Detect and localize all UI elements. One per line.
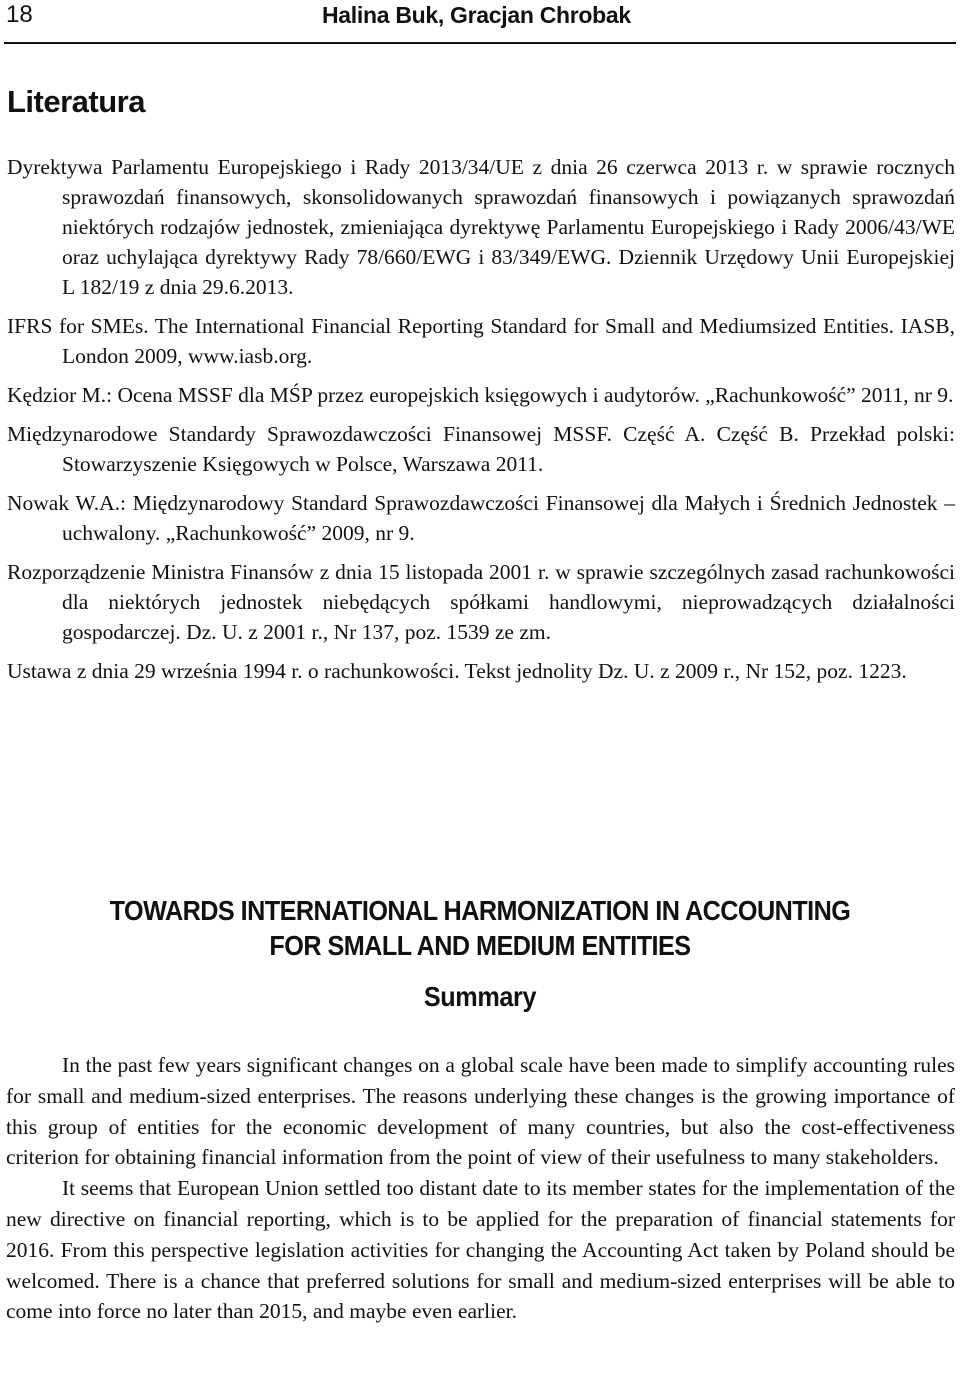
references-title: Literatura [7, 84, 145, 119]
reference-item: Dyrektywa Parlamentu Europejskiego i Rady 2013/34/UE z dnia 26 czerwca 2013 r. w sprawie rocznych sprawozdań finansowych, skonsolidowanych sprawozdań finansowych i powiązanych sprawozdań niektórych rodzajów jednostek, zmieniająca dyrektywę Parlamentu Europejskiego i Rady 2006/43/WE oraz uchylająca dyrektywy Rady 78/660/EWG i 83/349/EWG. Dziennik Urzędowy Unii Europejskiej L 182/19 z dnia 29.6.2013. [7, 155, 955, 299]
summary-paragraph: In the past few years significant changes on a global scale have been made to simplify accounting rules for small and medium-sized enterprises. The reasons underlying these changes is the growing importance of this group of entities for the economic development of many countries, but also the cost-effectiveness criterion for obtaining financial information from the point of view of their usefulness to many stakeholders. [6, 1053, 955, 1170]
reference-item: Rozporządzenie Ministra Finansów z dnia 15 listopada 2001 r. w sprawie szczególnych zasad rachunkowości dla niektórych jednostek niebędących spółkami handlowymi, nieprowadzących działalności gospodarczej. Dz. U. z 2001 r., Nr 137, poz. 1539 ze zm. [7, 560, 955, 644]
page-header [0, 0, 960, 44]
english-summary-header [0, 893, 960, 1017]
summary-paragraph: It seems that European Union settled too distant date to its member states for the implementation of the new directive on financial reporting, which is to be applied for the preparation of financial statements for 2016. From this perspective legislation activities for changing the Accounting Act taken by Poland should be welcomed. There is a chance that preferred solutions for small and medium-sized enterprises will be able to come into force no later than 2015, and maybe even earlier. [6, 1176, 955, 1324]
summary-heading: Summary [423, 981, 537, 1012]
reference-item: IFRS for SMEs. The International Financial Reporting Standard for Small and Mediumsized Entities. IASB, London 2009, www.iasb.org. [7, 314, 955, 368]
reference-item: Ustawa z dnia 29 września 1994 r. o rachunkowości. Tekst jednolity Dz. U. z 2009 r., Nr 152, poz. 1223. [7, 659, 907, 683]
summary-body [6, 1050, 955, 1327]
reference-item: Nowak W.A.: Międzynarodowy Standard Sprawozdawczości Finansowej dla Małych i Średnich Jednostek – uchwalony. „Rachunkowość” 2009, nr 9. [7, 491, 955, 545]
reference-list [7, 152, 955, 695]
page-number: 18 [6, 1, 33, 28]
running-head-authors: Halina Buk, Gracjan Chrobak [322, 2, 631, 28]
english-title-line-1: TOWARDS INTERNATIONAL HARMONIZATION IN ACCOUNTING [109, 895, 851, 926]
header-rule [4, 42, 956, 44]
reference-item: Kędzior M.: Ocena MSSF dla MŚP przez europejskich księgowych i audytorów. „Rachunkowość” 2011, nr 9. [7, 383, 954, 407]
english-title-line-2: FOR SMALL AND MEDIUM ENTITIES [269, 930, 691, 961]
reference-item: Międzynarodowe Standardy Sprawozdawczości Finansowej MSSF. Część A. Część B. Przekład polski: Stowarzyszenie Księgowych w Polsce, Warszawa 2011. [7, 422, 955, 476]
